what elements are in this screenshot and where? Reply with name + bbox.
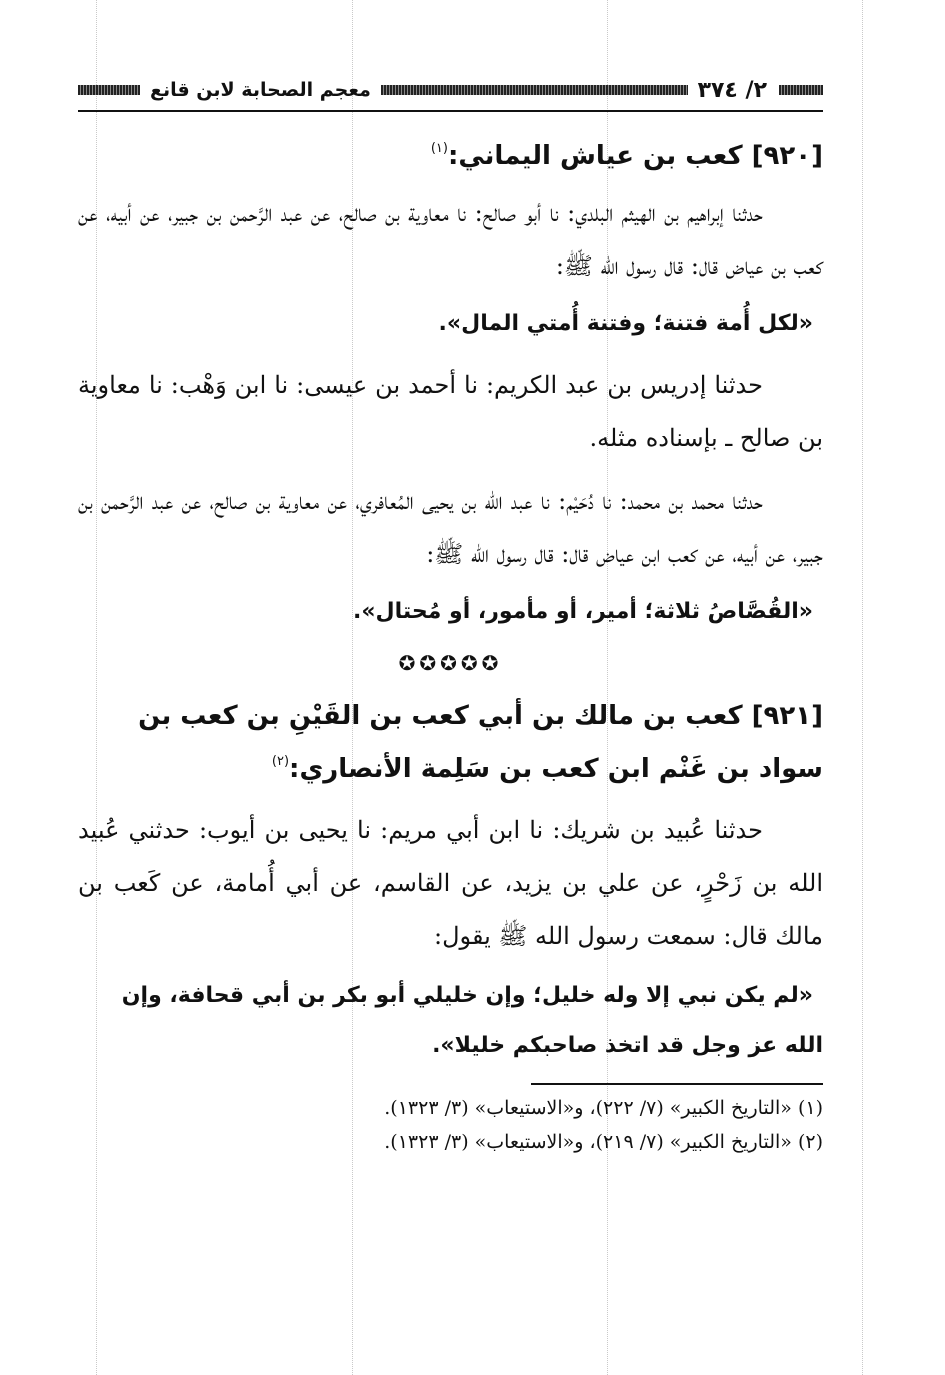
entry-921 [78,693,823,1071]
hadith-text: «لكل أُمة فتنة؛ وفتنة أُمتي المال». [438,311,813,336]
hadith-text: «القُصَّاصُ ثلاثة؛ أمير، أو مأمور، أو مُحتال». [352,599,813,624]
footnote-ref: (٢) [271,754,290,769]
entry-heading: [٩٢١] كعب بن مالك بن أبي كعب بن القَيْنِ بن كعب بن سواد بن غَنْم ابن كعب بن سَلِمة الأنصاري:$^{(٢)}$ [138,701,823,784]
scan-artifact-line [862,0,863,1375]
isnad-paragraph: حدثنا إبراهيم بن الهيثم البلدي: نا أبو صالح: نا معاوية بن صالح، عن عبد الرَّحمن بن جبير، عن أبيه، عن كعب بن عياض قال: قال رسول الله ﷺ: [78,199,823,280]
section-separator: ✪✪✪✪✪ [398,651,503,675]
book-page [78,70,823,1159]
footnote-divider [531,1083,823,1085]
footnotes [78,1091,823,1159]
footnote-ref: (١) [430,141,448,156]
footnote: (٢) «التاريخ الكبير» (٧/ ٢١٩)، و«الاستيعاب» (٣/ ١٣٢٣). [384,1131,823,1153]
entry-heading: [٩٢٠] كعب بن عياش اليماني:$^{(١)}$ [430,141,823,171]
running-header [78,70,823,112]
isnad-paragraph: حدثنا عُبيد بن شريك: نا ابن أبي مريم: نا يحيى بن أيوب: حدثني عُبيد الله بن زَحْرٍ، عن علي بن يزيد، عن القاسم، عن أبي أُمامة، عن كَعب بن مالك قال: سمعت رسول الله ﷺ يقول: [78,816,823,950]
page-number: ٢/ ٣٧٤ [697,77,767,103]
book-title: معجم الصحابة لابن قانع [150,79,371,101]
header-ornament-bar [78,85,140,95]
header-ornament-bar [381,85,688,95]
entry-920 [78,126,823,637]
isnad-paragraph: حدثنا إدريس بن عبد الكريم: نا أحمد بن عيسى: نا ابن وَهْب: نا معاوية بن صالح ـ بإسناده مثله. [78,371,823,452]
isnad-paragraph: حدثنا محمد بن محمد: نا دُحَيْم: نا عبد الله بن يحيى المُعافري، عن معاوية بن صالح، عن عبد الرَّحمن بن جبير، عن أبيه، عن كعب ابن عياض قال: قال رسول الله ﷺ: [78,487,823,568]
footnote: (١) «التاريخ الكبير» (٧/ ٢٢٢)، و«الاستيعاب» (٣/ ١٣٢٣). [384,1097,823,1119]
header-ornament-bar [779,85,823,95]
hadith-text: «لم يكن نبي إلا وله خليل؛ وإن خليلي أبو بكر بن أبي قحافة، وإن الله عز وجل قد اتخذ صاحبكم خليلا». [121,983,823,1058]
